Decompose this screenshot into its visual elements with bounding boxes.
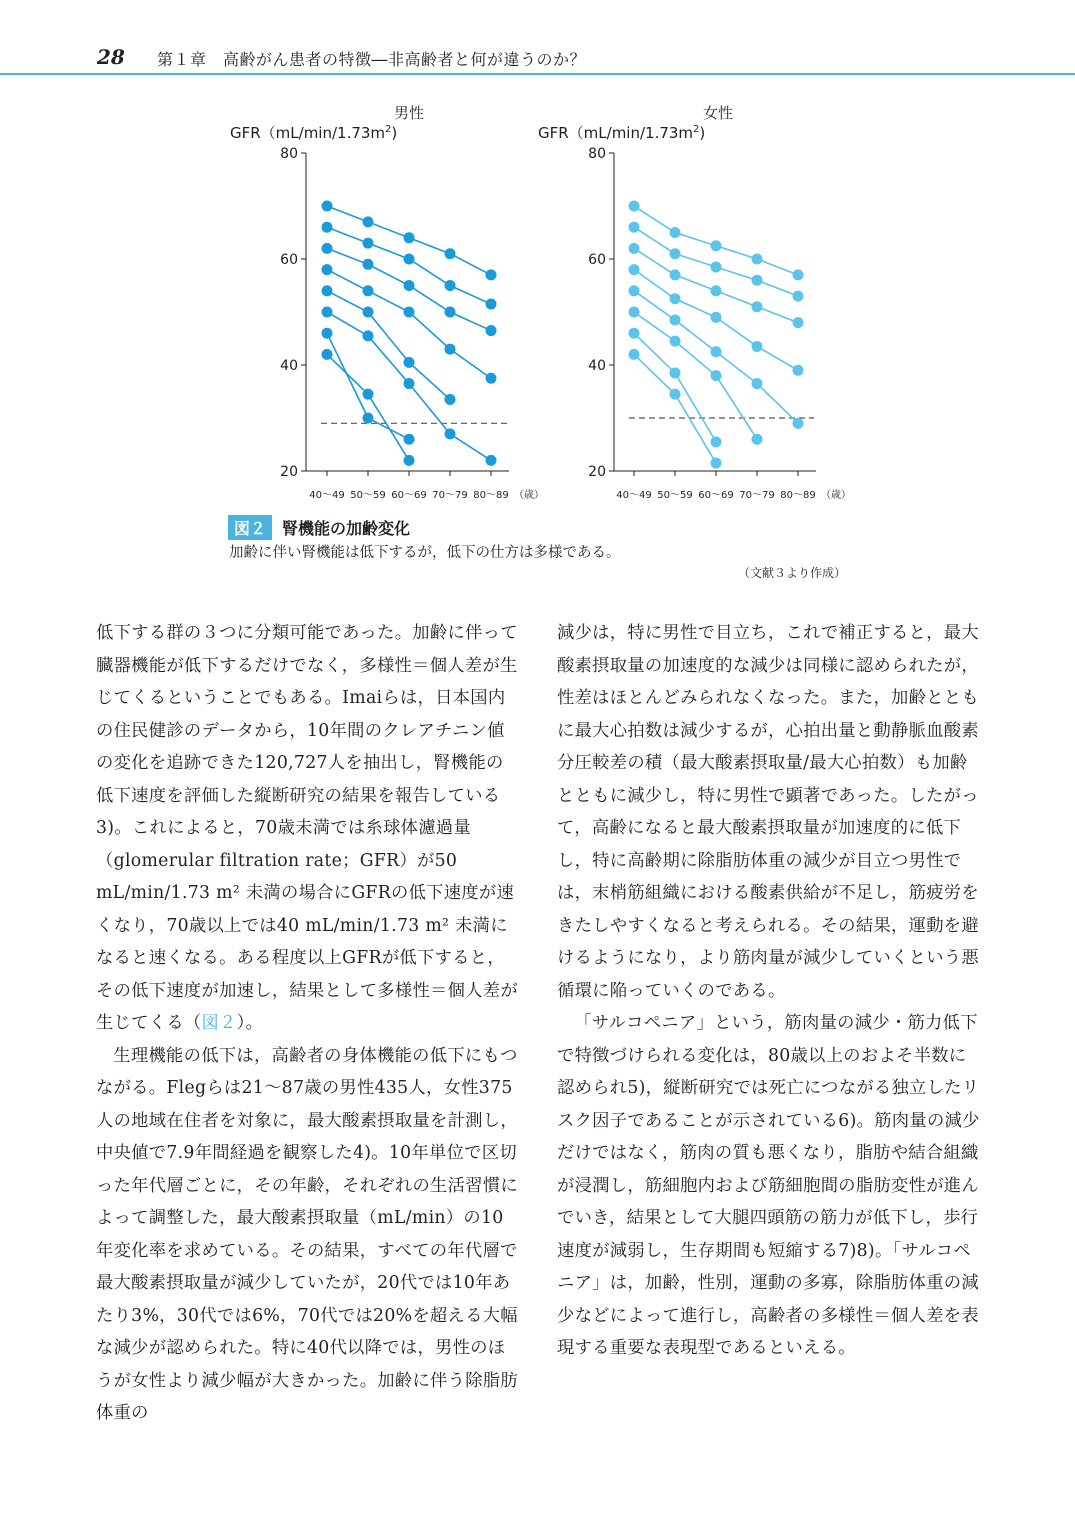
data-point xyxy=(711,240,722,251)
data-point xyxy=(711,458,722,469)
x-axis-unit: （歳） xyxy=(514,490,544,501)
y-tick-label: 60 xyxy=(588,252,606,268)
data-point xyxy=(486,373,497,384)
x-tick-label: 70～79 xyxy=(739,490,775,501)
data-point xyxy=(629,264,640,275)
data-point xyxy=(363,307,374,318)
data-point xyxy=(322,243,333,254)
data-point xyxy=(752,434,763,445)
data-point xyxy=(322,328,333,339)
y-axis-label: $GFR(mL/\min/1.73m^2)$ xyxy=(230,124,398,142)
header-rule xyxy=(0,73,1075,75)
x-tick-label: 50～59 xyxy=(350,490,386,501)
data-point xyxy=(322,349,333,360)
data-point xyxy=(752,341,763,352)
y-tick-label: 40 xyxy=(280,358,298,374)
data-point xyxy=(486,299,497,310)
data-point xyxy=(711,285,722,296)
figure-badge: 図２ xyxy=(228,515,272,540)
figure-2 xyxy=(0,95,1075,585)
paragraph-text-end: ）。 xyxy=(236,1013,264,1033)
data-point xyxy=(486,455,497,466)
paragraph-text: 低下する群の３つに分類可能であった。加齢に伴って臓器機能が低下するだけでなく，多様性＝個人差が生じてくるということでもある。Imaiらは，日本国内の住民健診のデータから，10年間のクレアチニン値の変化を追跡できた120,727人を抽出し，腎機能の低下速度を評価した縦断研究の結果を報告している3)。これによると，70歳未満では糸球体濾過量（glomerular filtration rate；GFR）が50 mL/min/1.73 m² 未満の場合にGFRの低下速度が速くなり，70歳以上では40 mL/min/1.73 m² 未満になると速くなる。ある程度以上GFRが低下すると，その低下速度が加速し，結果として多様性＝個人差が生じてくる（ xyxy=(96,623,518,1033)
data-point xyxy=(629,307,640,318)
data-point xyxy=(404,455,415,466)
data-point xyxy=(752,275,763,286)
data-point xyxy=(670,293,681,304)
x-tick-label: 40～49 xyxy=(616,490,652,501)
data-point xyxy=(445,280,456,291)
data-point xyxy=(670,248,681,259)
data-point xyxy=(629,222,640,233)
data-point xyxy=(670,269,681,280)
data-point xyxy=(629,201,640,212)
figure-source: （文献３より作成） xyxy=(738,566,847,580)
series-line xyxy=(634,333,716,442)
data-point xyxy=(445,394,456,405)
data-point xyxy=(404,357,415,368)
data-point xyxy=(711,346,722,357)
data-point xyxy=(670,314,681,325)
data-point xyxy=(670,227,681,238)
data-point xyxy=(752,254,763,265)
data-point xyxy=(486,269,497,280)
data-point xyxy=(752,378,763,389)
paragraph: 減少は，特に男性で目立ち，これで補正すると，最大酸素摂取量の加速度的な減少は同様に認められたが，性差はほとんどみられなくなった。また，加齢とともに最大心拍数は減少するが，心拍出量と動静脈血酸素分圧較差の積（最大酸素摂取量/最大心拍数）も加齢とともに減少し，特に男性で顕著であった。したがって，高齢になると最大酸素摂取量が加速度的に低下し，特に高齢期に除脂肪体重の減少が目立つ男性では，末梢筋組織における酸素供給が不足し，筋疲労をきたしやすくなると考えられる。その結果，運動を避けるようになり，より筋肉量が減少していくという悪循環に陥っていくのである。 xyxy=(557,623,979,1001)
body-column-right xyxy=(557,617,981,1365)
data-point xyxy=(445,248,456,259)
data-point xyxy=(404,280,415,291)
y-tick-label: 20 xyxy=(588,464,606,480)
data-point xyxy=(322,285,333,296)
data-point xyxy=(711,312,722,323)
data-point xyxy=(670,336,681,347)
x-axis-unit: （歳） xyxy=(821,490,851,501)
paragraph xyxy=(96,617,520,1040)
running-title: 第１章 高齢がん患者の特徴―非高齢者と何が違うのか？ xyxy=(157,50,587,69)
data-point xyxy=(363,259,374,270)
y-tick-label: 20 xyxy=(280,464,298,480)
y-tick-label: 80 xyxy=(280,146,298,162)
data-point xyxy=(404,254,415,265)
data-point xyxy=(363,285,374,296)
data-point xyxy=(404,378,415,389)
data-point xyxy=(629,328,640,339)
data-point xyxy=(363,216,374,227)
paragraph: 生理機能の低下は，高齢者の身体機能の低下にもつながる。Flegらは21～87歳の男性435人，女性375人の地域在住者を対象に，最大酸素摂取量を計測し，中央値で7.9年間経過を観察した4)。10年単位で区切った年代層ごとに，その年齢，それぞれの生活習慣によって調整した，最大酸素摂取量（mL/min）の10年変化率を求めている。その結果，すべての年代層で最大酸素摂取量が減少していたが，20代では10年あたり3%，30代では6%，70代では20%を超える大幅な減少が認められた。特に40代以降では，男性のほうが女性より減少幅が大きかった。加齢に伴う除脂肪体重の xyxy=(96,1045,518,1423)
x-tick-label: 80～89 xyxy=(473,490,509,501)
data-point xyxy=(752,301,763,312)
figure-caption: 加齢に伴い腎機能は低下するが，低下の仕方は多様である。 xyxy=(229,545,621,561)
data-point xyxy=(322,201,333,212)
data-point xyxy=(404,307,415,318)
data-point xyxy=(793,291,804,302)
chart-title: 女性 xyxy=(702,104,734,122)
data-point xyxy=(793,365,804,376)
data-point xyxy=(629,243,640,254)
x-tick-label: 80～89 xyxy=(780,490,816,501)
data-point xyxy=(363,238,374,249)
data-point xyxy=(711,436,722,447)
body-column-left xyxy=(96,617,520,1430)
series-line xyxy=(327,291,450,400)
chart-title: 男性 xyxy=(393,104,425,122)
data-point xyxy=(793,317,804,328)
data-point xyxy=(363,330,374,341)
x-tick-label: 50～59 xyxy=(657,490,693,501)
x-tick-label: 40～49 xyxy=(309,490,345,501)
data-point xyxy=(670,367,681,378)
data-point xyxy=(322,222,333,233)
figure-title: 腎機能の加齢変化 xyxy=(282,519,411,538)
y-axis-label: $GFR(mL/\min/1.73m^2)$ xyxy=(538,124,706,142)
data-point xyxy=(363,389,374,400)
figure-reference-link[interactable]: 図２ xyxy=(201,1013,237,1033)
x-tick-label: 60～69 xyxy=(391,490,427,501)
figure-label xyxy=(228,515,410,540)
series-line xyxy=(634,312,757,439)
data-point xyxy=(322,264,333,275)
data-point xyxy=(322,307,333,318)
data-point xyxy=(629,349,640,360)
data-point xyxy=(363,413,374,424)
data-point xyxy=(404,434,415,445)
data-point xyxy=(670,389,681,400)
data-point xyxy=(793,269,804,280)
data-point xyxy=(445,344,456,355)
y-tick-label: 60 xyxy=(280,252,298,268)
page-number: 28 xyxy=(97,45,125,69)
data-point xyxy=(404,232,415,243)
data-point xyxy=(793,418,804,429)
x-tick-label: 60～69 xyxy=(698,490,734,501)
data-point xyxy=(629,285,640,296)
data-point xyxy=(445,428,456,439)
gfr-charts xyxy=(0,95,1075,515)
paragraph: 「サルコペニア」という，筋肉量の減少・筋力低下で特徴づけられる変化は，80歳以上のおよそ半数に認められ5)，縦断研究では死亡につながる独立したリスク因子であることが示されている6)。筋肉量の減少だけではなく，筋肉の質も悪くなり，脂肪や結合組織が浸潤し，筋細胞内および筋細胞間の脂肪変性が進んでいき，結果として大腿四頭筋の筋力が低下し，歩行速度が減弱し，生存期間も短縮する7)8)。「サルコペニア」は，加齢，性別，運動の多寡，除脂肪体重の減少などによって進行し，高齢者の多様性＝個人差を表現する重要な表現型であるといえる。 xyxy=(557,1013,980,1358)
x-tick-label: 70～79 xyxy=(432,490,468,501)
data-point xyxy=(711,370,722,381)
page-header xyxy=(0,0,1075,76)
data-point xyxy=(711,261,722,272)
data-point xyxy=(445,307,456,318)
y-tick-label: 40 xyxy=(588,358,606,374)
data-point xyxy=(486,325,497,336)
y-tick-label: 80 xyxy=(588,146,606,162)
